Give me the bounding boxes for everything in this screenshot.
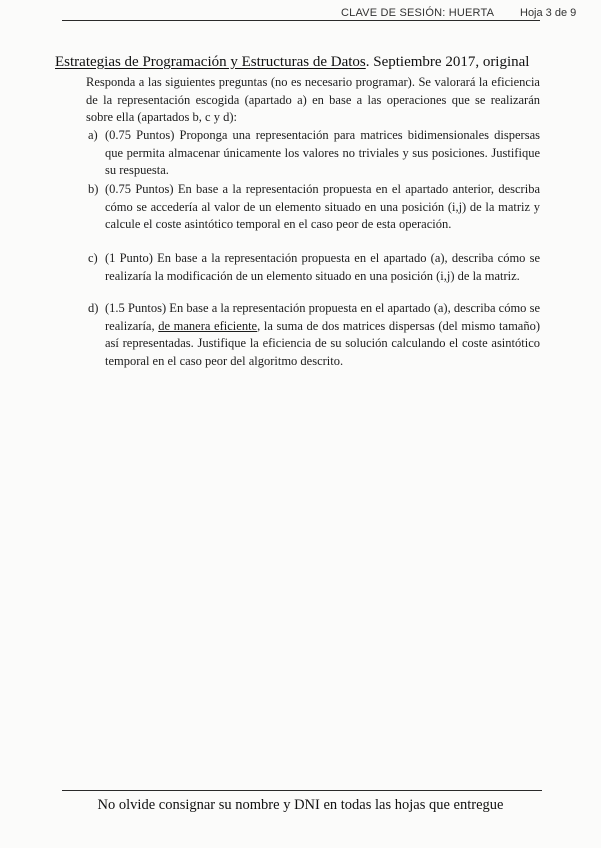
page-number: Hoja 3 de 9 bbox=[520, 7, 577, 19]
question-c bbox=[88, 250, 540, 285]
exam-instructions: Responda a las siguientes preguntas (no es necesario programar). Se valorará la eficiencia de la representación escogida (apartado a) en base a las operaciones que se realizarán sobre ella (apartados b, c y d): bbox=[86, 75, 540, 124]
question-text: (0.75 Puntos) Proponga una representación para matrices bidimensionales dispersas que permita almacenar únicamente los valores no triviales y sus posiciones. Justifique su respuesta. bbox=[105, 128, 540, 177]
exam-title-rest: . Septiembre 2017, original bbox=[365, 54, 530, 70]
question-b bbox=[88, 181, 540, 234]
header-rule bbox=[62, 20, 540, 21]
question-emphasis: de manera eficiente bbox=[158, 318, 258, 333]
exam-title bbox=[55, 54, 529, 71]
question-a bbox=[88, 127, 540, 180]
question-d bbox=[88, 300, 540, 370]
question-text: (1 Punto) En base a la representación propuesta en el apartado (a), describa cómo se realizaría la modificación de un elemento situado en una posición (i,j) de la matriz. bbox=[105, 251, 540, 283]
question-label: c) bbox=[88, 251, 98, 265]
question-text-part: , la suma de dos matrices dispersas (del mismo tamaño) así representadas. Justifique la eficiencia de su solución calculando el coste asintótico temporal en el caso peor del algoritmo descrito. bbox=[105, 318, 540, 368]
session-code: CLAVE DE SESIÓN: HUERTA bbox=[341, 7, 495, 19]
question-text: (0.75 Puntos) En base a la representación propuesta en el apartado anterior, describa cómo se accedería al valor de un elemento situado en una posición (i,j) de la matriz y calcule el coste asintótico temporal en el caso peor de esta operación. bbox=[105, 182, 540, 231]
exam-subject: Estrategias de Programación y Estructuras de Datos bbox=[55, 54, 366, 70]
question-label: b) bbox=[88, 182, 99, 196]
question-text bbox=[105, 300, 540, 370]
footer-rule bbox=[62, 790, 542, 791]
question-label: d) bbox=[88, 301, 99, 315]
question-text-part: (1.5 Puntos) En base a la representación propuesta en el apartado (a), describa cómo se realizaría, bbox=[105, 301, 540, 333]
footer-note: No olvide consignar su nombre y DNI en todas las hojas que entregue bbox=[97, 797, 504, 813]
question-label: a) bbox=[88, 128, 98, 142]
